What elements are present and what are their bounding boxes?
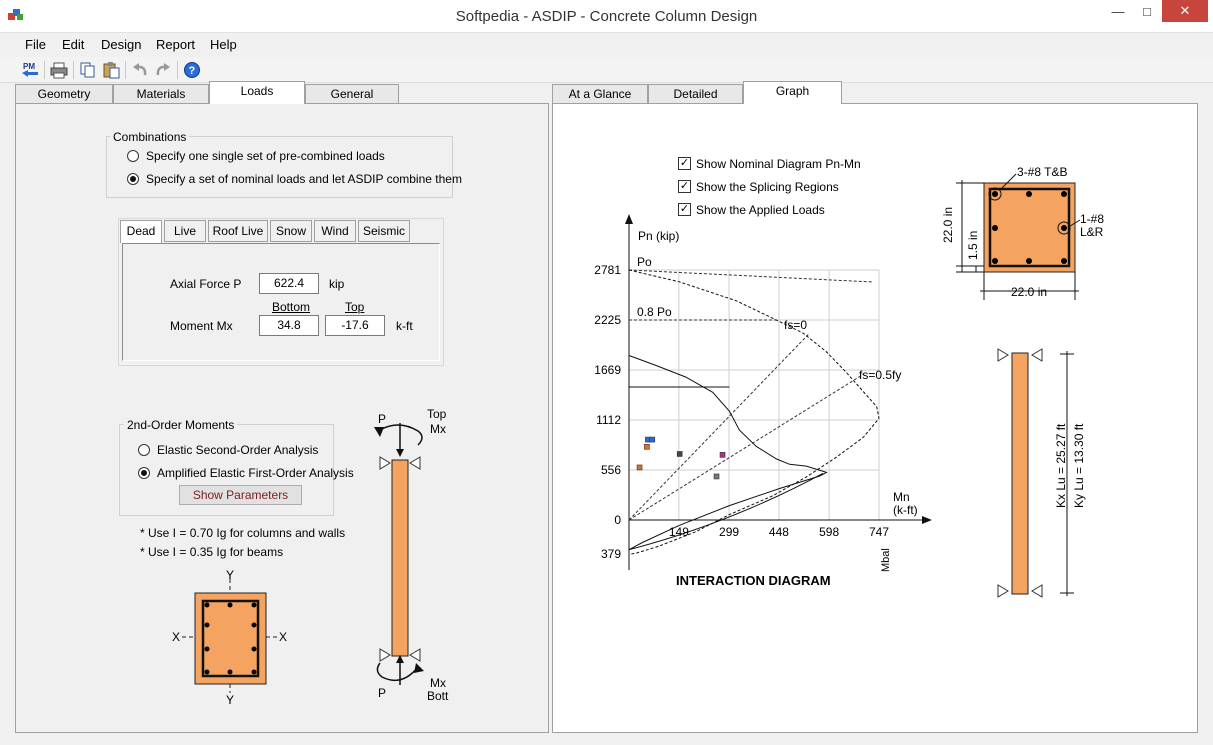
load-point-4: [677, 451, 682, 456]
load-point-6: [714, 474, 719, 479]
bott-mx-label: Mx: [430, 676, 446, 690]
fs05-line: [629, 374, 863, 520]
load-p-bottom-label: P: [378, 686, 387, 700]
radio-nominal-label: Specify a set of nominal loads and let ASDIP combine them: [146, 172, 462, 186]
ky-lu-label: Ky Lu = 13.30 ft: [1072, 423, 1086, 508]
y-tick-label-4: 556: [600, 463, 621, 478]
checkbox-applied-loads[interactable]: ✓: [679, 203, 690, 215]
moment-unit: k-ft: [396, 319, 413, 333]
x-tick-label-4: 747: [868, 525, 890, 539]
subtab-live[interactable]: Live: [164, 220, 206, 242]
redo-icon[interactable]: [153, 60, 173, 80]
annot-fs0: fs=0: [784, 318, 808, 332]
column-elevation-left: [360, 405, 460, 705]
interaction-diagram: [560, 210, 940, 605]
checkbox-applied-loads-label: Show the Applied Loads: [696, 203, 825, 217]
side-bars-label-1: 1-#8: [1080, 212, 1105, 226]
bottom-header: Bottom: [272, 300, 311, 314]
subtab-wind[interactable]: Wind: [314, 220, 356, 242]
radio-elastic-second-order[interactable]: [138, 444, 150, 456]
top-mx-top-label: Top: [427, 407, 447, 421]
cover-label: 1.5 in: [966, 230, 980, 260]
y-tick-label-2: 1669: [594, 362, 621, 377]
close-button[interactable]: ✕: [1162, 0, 1208, 22]
tab-materials[interactable]: Materials: [113, 84, 209, 104]
annot-po: Po: [637, 255, 652, 269]
moment-top-input[interactable]: -17.6: [325, 315, 385, 336]
subtab-roof-live[interactable]: Roof Live: [208, 220, 268, 242]
y-tick-label-6: 379: [600, 547, 621, 562]
axial-force-input[interactable]: 622.4: [259, 273, 319, 294]
menu-file[interactable]: File: [25, 37, 46, 52]
section-width-label: 22.0 in: [1011, 285, 1048, 299]
x-axis-label-unit: (k-ft): [893, 503, 918, 517]
top-header: Top: [345, 300, 365, 314]
tab-loads[interactable]: Loads: [209, 81, 305, 104]
top-bars-label: 3-#8 T&B: [1017, 165, 1068, 179]
undo-icon[interactable]: [130, 60, 150, 80]
moment-bottom-input[interactable]: 34.8: [259, 315, 319, 336]
tab-detailed[interactable]: Detailed: [648, 84, 743, 104]
y-tick-label-1: 2225: [594, 312, 621, 327]
y-tick-label-5: 0: [614, 513, 621, 527]
title-bar: [0, 0, 1213, 33]
note-beams: * Use I = 0.35 Ig for beams: [140, 545, 284, 559]
radio-elastic-second-order-label: Elastic Second-Order Analysis: [157, 443, 319, 457]
tab-at-a-glance[interactable]: At a Glance: [552, 84, 648, 104]
tab-general[interactable]: General: [305, 84, 399, 104]
combinations-title: Combinations: [110, 130, 189, 144]
annot-fs05: fs=0.5fy: [859, 368, 902, 382]
y-axis-arrow: [625, 214, 633, 224]
radio-amplified-first-order[interactable]: [138, 467, 150, 479]
menu-help[interactable]: Help: [210, 37, 237, 52]
x-tick-label-3: 598: [819, 525, 840, 539]
section-height-label: 22.0 in: [941, 206, 955, 243]
radio-precombined[interactable]: [127, 150, 139, 162]
radio-nominal[interactable]: [127, 173, 139, 185]
y-tick-label-3: 1112: [596, 413, 621, 428]
x-tick-label-1: 299: [719, 525, 740, 539]
annot-08po: 0.8 Po: [637, 305, 672, 319]
y-tick-label-0: 2781: [594, 263, 621, 277]
second-order-title: 2nd-Order Moments: [124, 418, 237, 432]
axial-force-label: Axial Force P: [170, 277, 242, 291]
series-line-1: [629, 356, 827, 550]
svg-text:PM: PM: [23, 62, 35, 71]
checkbox-nominal-diagram-label: Show Nominal Diagram Pn-Mn: [696, 157, 861, 171]
y-axis-bottom-label: Y: [226, 693, 235, 707]
chart-title: INTERACTION DIAGRAM: [676, 573, 831, 588]
chart-points: [637, 437, 725, 479]
svg-text:?: ?: [188, 65, 196, 77]
toolbar: [0, 57, 1213, 83]
copy-icon[interactable]: [78, 60, 98, 80]
po-line: [629, 270, 873, 282]
load-point-1: [650, 437, 655, 442]
load-point-5: [720, 452, 725, 457]
checkbox-splicing-regions[interactable]: ✓: [679, 180, 690, 192]
x-axis-label-mn: Mn: [893, 490, 910, 504]
menu-bar: [0, 34, 1213, 56]
side-bars-label-2: L&R: [1080, 225, 1104, 239]
load-point-2: [644, 444, 649, 449]
x-axis-right-label: X: [279, 630, 288, 644]
radio-amplified-first-order-label: Amplified Elastic First-Order Analysis: [157, 466, 354, 480]
kx-lu-label: Kx Lu = 25.27 ft: [1054, 423, 1068, 508]
paste-icon[interactable]: [101, 60, 121, 80]
show-parameters-button[interactable]: Show Parameters: [179, 485, 302, 505]
note-columns: * Use I = 0.70 Ig for columns and walls: [140, 526, 346, 540]
menu-design[interactable]: Design: [101, 37, 142, 52]
y-axis-top-label: Y: [226, 568, 235, 582]
top-mx-label: Mx: [430, 422, 446, 436]
checkbox-nominal-diagram[interactable]: ✓: [679, 157, 690, 169]
checkbox-splicing-regions-label: Show the Splicing Regions: [696, 180, 839, 194]
moment-label: Moment Mx: [170, 319, 233, 333]
annot-mbal: Mbal: [880, 548, 892, 572]
minimize-button[interactable]: —: [1111, 3, 1125, 19]
bott-label: Bott: [427, 689, 449, 703]
subtab-dead[interactable]: Dead: [120, 220, 162, 243]
load-p-top-label: P: [378, 412, 387, 426]
menu-report[interactable]: Report: [156, 37, 196, 52]
subtab-seismic[interactable]: Seismic: [358, 220, 410, 242]
print-icon[interactable]: [49, 60, 69, 80]
x-axis-arrow: [922, 516, 932, 524]
tab-geometry[interactable]: Geometry: [15, 84, 113, 104]
axial-force-unit: kip: [329, 277, 345, 291]
menu-edit[interactable]: Edit: [62, 37, 85, 52]
x-tick-label-2: 448: [768, 525, 789, 539]
x-axis-left-label: X: [172, 630, 181, 644]
pm-icon[interactable]: [20, 60, 40, 80]
maximize-button[interactable]: □: [1143, 3, 1151, 19]
load-point-3: [637, 465, 642, 470]
radio-precombined-label: Specify one single set of pre-combined loads: [146, 149, 385, 163]
help-icon[interactable]: [182, 60, 202, 80]
window-title: Softpedia - ASDIP - Concrete Column Design: [455, 8, 758, 25]
y-axis-label: Pn (kip): [638, 229, 680, 243]
x-tick-label-0: 149: [668, 525, 689, 539]
fs0-line: [629, 333, 810, 520]
tab-graph[interactable]: Graph: [743, 81, 842, 104]
combinations-group: [106, 136, 453, 198]
subtab-snow[interactable]: Snow: [270, 220, 312, 242]
